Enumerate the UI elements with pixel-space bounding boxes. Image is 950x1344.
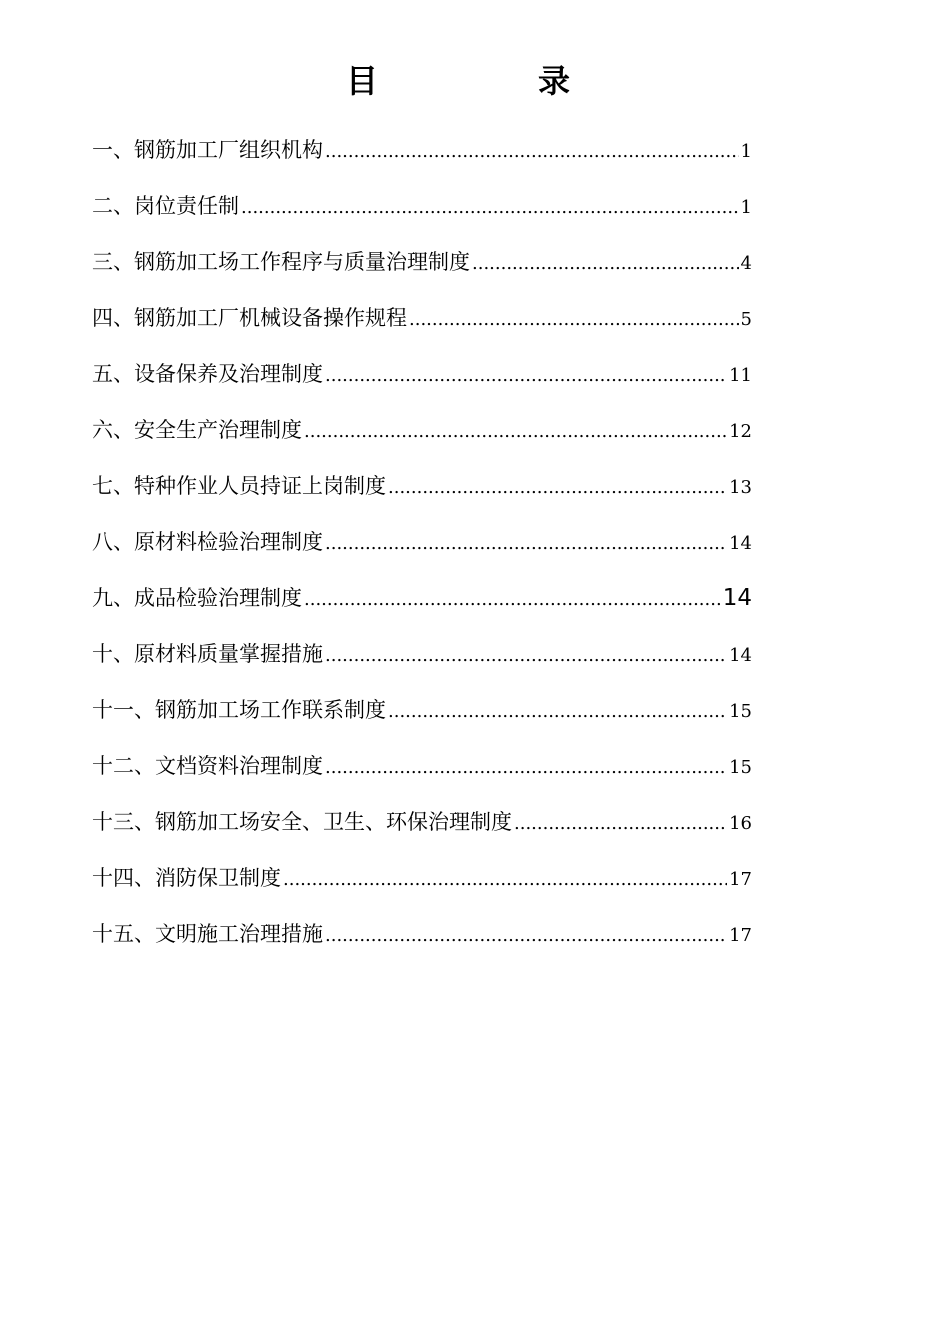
toc-entry-label: 二、岗位责任制 [92, 194, 239, 218]
toc-entry-page: 15 [729, 701, 752, 722]
toc-entry[interactable] [92, 634, 752, 690]
toc-entry-label: 五、设备保养及治理制度 [92, 362, 323, 386]
toc-dot-leader [304, 412, 727, 452]
toc-dot-leader [325, 524, 727, 564]
toc-entry-label: 十一、钢筋加工场工作联系制度 [92, 698, 386, 722]
toc-dot-leader [514, 804, 727, 844]
toc-entry-page: 14 [722, 585, 752, 611]
toc-entry[interactable] [92, 802, 752, 858]
toc-entry[interactable] [92, 466, 752, 522]
toc-dot-leader [325, 356, 727, 396]
toc-list [92, 130, 752, 970]
toc-dot-leader [388, 692, 727, 732]
toc-entry-page: 1 [740, 141, 752, 162]
toc-dot-leader [388, 468, 727, 508]
toc-entry-label: 九、成品检验治理制度 [92, 586, 302, 610]
toc-entry[interactable] [92, 746, 752, 802]
toc-entry-label: 十四、消防保卫制度 [92, 866, 281, 890]
toc-dot-leader [283, 860, 727, 900]
toc-dot-leader [325, 636, 727, 676]
toc-dot-leader [304, 580, 721, 620]
toc-entry-label: 八、原材料检验治理制度 [92, 530, 323, 554]
toc-entry[interactable] [92, 578, 752, 634]
toc-dot-leader [241, 188, 739, 228]
toc-entry[interactable] [92, 410, 752, 466]
toc-entry-page: 16 [729, 813, 752, 834]
toc-entry-label: 十三、钢筋加工场安全、卫生、环保治理制度 [92, 810, 512, 834]
toc-entry[interactable] [92, 354, 752, 410]
toc-entry[interactable] [92, 690, 752, 746]
toc-entry-label: 一、钢筋加工厂组织机构 [92, 138, 323, 162]
toc-entry[interactable] [92, 186, 752, 242]
toc-entry-page: 17 [729, 869, 752, 890]
toc-entry-label: 十五、文明施工治理措施 [92, 922, 323, 946]
toc-entry-page: 4 [740, 253, 752, 274]
toc-dot-leader [409, 300, 739, 340]
toc-entry-label: 六、安全生产治理制度 [92, 418, 302, 442]
toc-entry[interactable] [92, 858, 752, 914]
toc-entry[interactable] [92, 914, 752, 970]
toc-entry-page: 17 [729, 925, 752, 946]
toc-entry-page: 5 [740, 309, 752, 330]
toc-entry-label: 十二、文档资料治理制度 [92, 754, 323, 778]
toc-entry[interactable] [92, 298, 752, 354]
toc-dot-leader [325, 916, 727, 956]
toc-entry[interactable] [92, 242, 752, 298]
toc-entry-page: 1 [740, 197, 752, 218]
toc-entry-page: 14 [729, 645, 752, 666]
toc-entry[interactable] [92, 522, 752, 578]
toc-dot-leader [325, 748, 727, 788]
toc-entry-page: 14 [729, 533, 752, 554]
toc-entry-page: 12 [729, 421, 752, 442]
toc-entry-label: 七、特种作业人员持证上岗制度 [92, 474, 386, 498]
toc-dot-leader [325, 132, 739, 172]
toc-entry-page: 11 [729, 365, 752, 386]
toc-entry-label: 十、原材料质量掌握措施 [92, 642, 323, 666]
toc-title: 目 录 [345, 62, 634, 100]
toc-entry-label: 三、钢筋加工场工作程序与质量治理制度 [92, 250, 470, 274]
toc-entry-label: 四、钢筋加工厂机械设备操作规程 [92, 306, 407, 330]
toc-entry-page: 15 [729, 757, 752, 778]
toc-dot-leader [472, 244, 739, 284]
toc-entry[interactable] [92, 130, 752, 186]
toc-entry-page: 13 [729, 477, 752, 498]
